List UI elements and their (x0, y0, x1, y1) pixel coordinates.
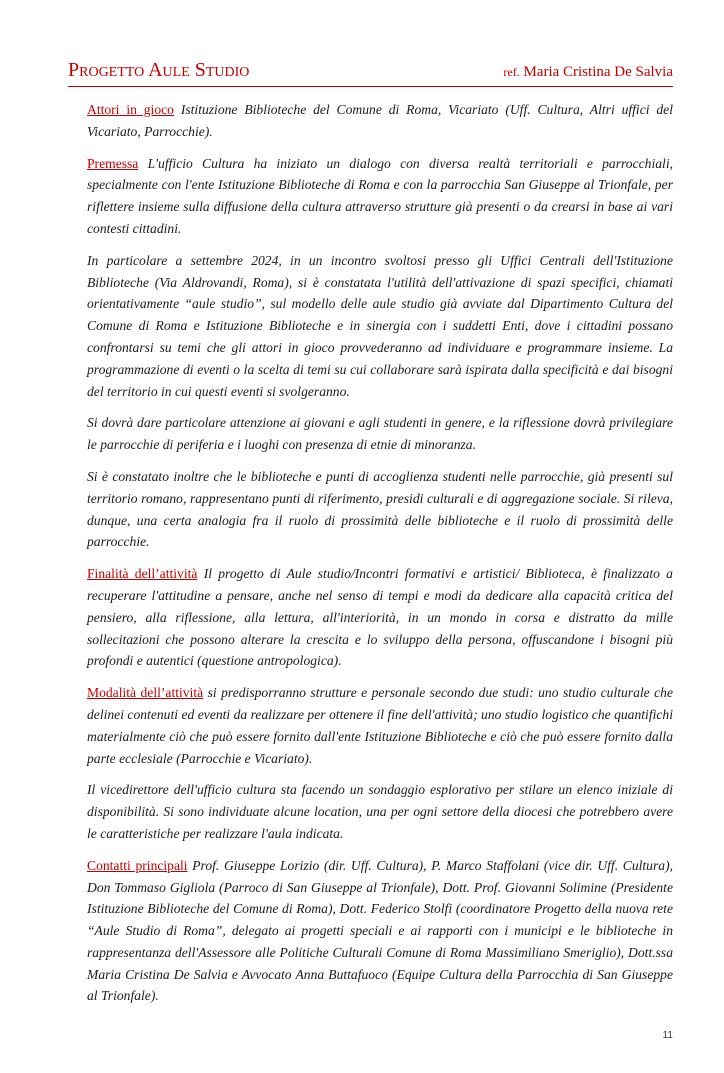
document-title: Progetto Aule Studio (68, 59, 250, 81)
paragraph-text: Si è constatato inoltre che le biblioteche e punti di accoglienza studenti nelle parrocchie, già presenti sul territorio romano, rappresentano punti di riferimento, presidi culturali e di aggregazione sociale. Si rileva, dunque, una certa analogia fra il ruolo di prossimità delle biblioteche e il ruolo di prossimità delle parrocchie. (87, 468, 673, 550)
paragraph-giovani (87, 412, 673, 456)
paragraph-settembre (87, 250, 673, 403)
document-reference (503, 60, 673, 84)
paragraph-text: Prof. Giuseppe Lorizio (dir. Uff. Cultura), P. Marco Staffolani (vice dir. Uff. Cultura), Don Tommaso Gigliola (Parroco di San Giuseppe al Trionfale), Dott. Prof. Giovanni Solimine (Presidente Istituzione Biblioteche del Comune di Roma), Dott. Federico Stolfi (coordinatore Progetto della nuova rete “Aule Studio di Roma”, delegato ai progetti speciali e ai rapporti con i municipi e le biblioteche in rappresentanza dell'Assessore alle Politiche Culturali Comune di Roma Massimiliano Smeriglio), Dott.ssa Maria Cristina De Salvia e Avvocato Anna Buttafuoco (Equipe Cultura della Parrocchia di San Giuseppe al Trionfale). (87, 857, 673, 1004)
paragraph-vicedirettore (87, 779, 673, 844)
paragraph-text: Il progetto di Aule studio/Incontri formativi e artistici/ Biblioteca, è finalizzato a recuperare l'attitudine a pensare, anche nel senso di tempi e modi da dedicare alla capacità critica del pensiero, alla riflessione, alla lettura, all'interiorità, in un mondo in corsa e distratto da mille sollecitazioni che possono alterare la crescita e lo sviluppo della persona, offuscandone i bisogni più profondi e autentici (questione antropologica). (87, 566, 673, 669)
paragraph-attori (87, 99, 673, 143)
section-label: Contatti principali (87, 857, 188, 873)
section-label: Modalità dell’attività (87, 685, 204, 701)
paragraph-text: Si dovrà dare particolare attenzione ai giovani e agli studenti in genere, e la riflessione dovrà privilegiare le parrocchie di periferia e i luoghi con presenza di etnie di minoranza. (87, 415, 673, 453)
paragraph-text: si predisporranno strutture e personale secondo due studi: uno studio culturale che delinei contenuti ed eventi da realizzare per ottenere il fine dell'attività; uno studio logistico che quantifichi materialmente ciò che può essere fornito dall'ente Istituzione Biblioteche e ciò che può essere fornito dalla parte ecclesiale (Parrocchie e Vicariato). (87, 685, 673, 766)
paragraph-text: Il vicedirettore dell'ufficio cultura sta facendo un sondaggio esplorativo per stilare un elenco iniziale di disponibilità. Si sono individuate alcune location, una per ogni settore della diocesi che potrebbero avere le caratteristiche per realizzare l'aula indicata. (87, 782, 673, 841)
page-number: 11 (662, 1030, 673, 1042)
page-header (68, 58, 673, 87)
paragraph-text: In particolare a settembre 2024, in un incontro svoltosi presso gli Uffici Centrali dell'Istituzione Biblioteche (Via Aldrovandi, Roma), si è constatata l'utilità dell'attivazione di spazi specifici, chiamati orientativamente “aule studio”, sul modello delle aule studio già avviate dal Dipartimento Cultura del Comune di Roma e Istituzione Biblioteche e in sinergia con i suddetti Enti, dove i cittadini possano confrontarsi su temi che gli attori in gioco provvederanno ad individuare e programmare insieme. La programmazione di eventi o la scelta di temi su cui collaborare sarà ispirata dalla specificità e dai bisogni del territorio in cui questi eventi si svolgeranno. (87, 252, 673, 399)
paragraph-contatti (87, 855, 673, 1008)
page-footer (68, 1017, 673, 1043)
section-label: Attori in gioco (87, 102, 174, 117)
section-label: Finalità dell’attività (87, 566, 198, 582)
document-body (87, 99, 673, 1017)
paragraph-analogia (87, 466, 673, 553)
paragraph-text: Istituzione Biblioteche del Comune di Roma, Vicariato (Uff. Cultura, Altri uffici del Vicariato, Parrocchie). (87, 102, 673, 139)
reference-prefix: ref. (503, 65, 520, 79)
paragraph-text: L'ufficio Cultura ha iniziato un dialogo con diversa realtà territoriali e parrocchiali, specialmente con l'ente Istituzione Biblioteche di Roma e con la parrocchia San Giuseppe al Trionfale, per riflettere insieme sulla diffusione della cultura attraverso strutture già presenti o da crearsi in base ai vari contesti cittadini. (87, 155, 673, 236)
paragraph-premessa (87, 153, 673, 240)
reference-name: Maria Cristina De Salvia (523, 64, 673, 80)
section-label: Premessa (87, 155, 139, 171)
paragraph-modalita (87, 682, 673, 769)
paragraph-finalita (87, 563, 673, 672)
